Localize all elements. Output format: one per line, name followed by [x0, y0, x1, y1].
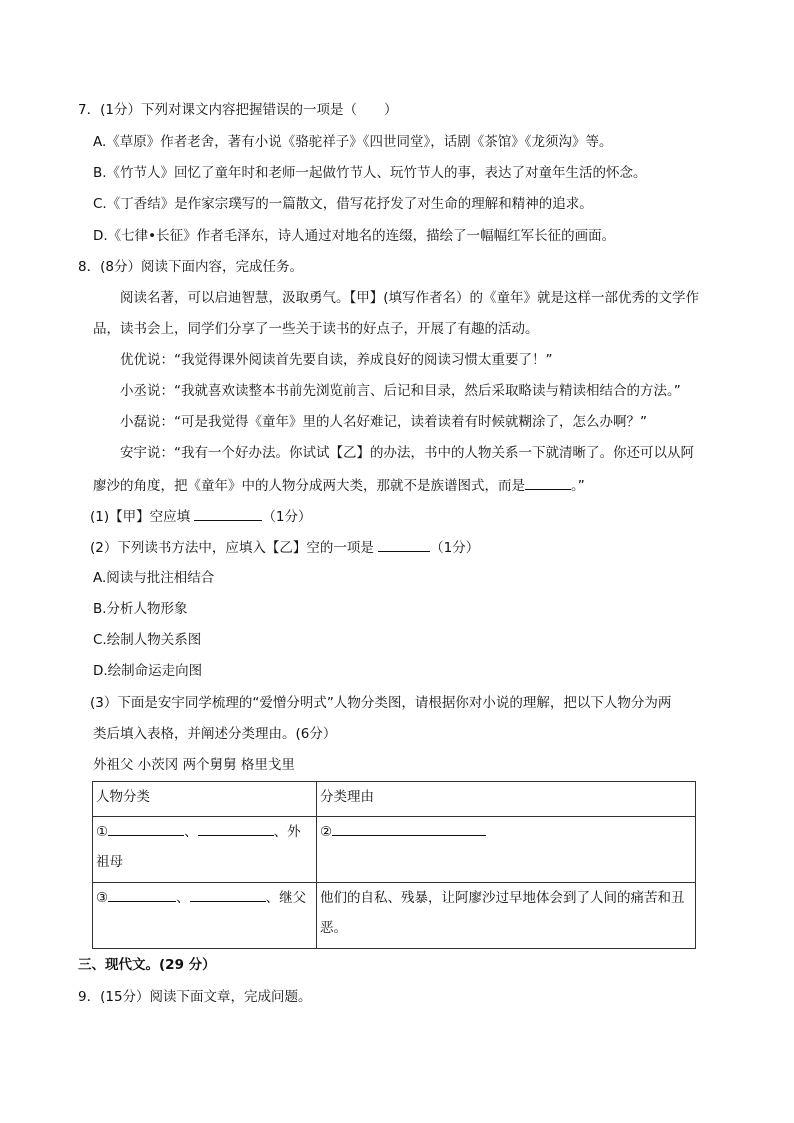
- q8-xiaocheng-says: 小丞说：“我就喜欢读整本书前先浏览前言、后记和目录，然后采取略读与精读相结合的方法。”: [120, 383, 681, 399]
- circle-3: ③: [96, 890, 109, 906]
- q8-option-a: A.阅读与批注相结合: [93, 570, 215, 586]
- anyu-text: 廖沙的角度，把《童年》中的人物分成两大类，那就不是族谱图式，而是: [93, 478, 525, 494]
- answer-blank[interactable]: [332, 822, 486, 836]
- circle-1: ①: [96, 824, 109, 840]
- q7-stem: 7．(1分）下列对课文内容把握错误的一项是（ ）: [78, 102, 398, 118]
- q8-xiaolei-says: 小磊说：“可是我觉得《童年》里的人名好难记，读着读着有时候就糊涂了，怎么办啊？”: [120, 414, 647, 430]
- row1-line-2: 祖母: [96, 854, 123, 870]
- q8-passage-line-2: 品，读书会上，同学们分享了一些关于读书的好点子，开展了有趣的活动。: [93, 321, 539, 337]
- answer-blank[interactable]: [198, 822, 274, 836]
- separator: 、: [176, 890, 190, 906]
- classification-table: [92, 781, 696, 949]
- q8-sub2: [90, 538, 479, 557]
- anyu-text-end: 。”: [571, 478, 585, 494]
- sub1-score: （1分）: [262, 509, 312, 525]
- sub1-text: (1)【甲】空应填: [90, 509, 195, 525]
- row2-category: [93, 883, 317, 949]
- answer-blank[interactable]: [108, 822, 184, 836]
- answer-blank[interactable]: [378, 538, 430, 552]
- row1-category: [93, 817, 317, 883]
- row2-reason-line-2: 恶。: [320, 920, 347, 936]
- row2-tail: 、继父: [265, 890, 307, 906]
- q8-sub3-line-2: 类后填入表格，并阐述分类理由。(6分）: [93, 726, 337, 742]
- header-category: 人物分类: [93, 782, 317, 817]
- answer-blank[interactable]: [190, 888, 266, 902]
- sub2-score: （1分）: [430, 540, 480, 556]
- q7-option-a: A.《草原》作者老舍，著有小说《骆驼祥子》《四世同堂》，话剧《茶馆》《龙须沟》等。: [93, 134, 613, 150]
- q8-anyu-says-line-2: [93, 476, 585, 495]
- q8-sub1: [90, 507, 312, 526]
- header-reason: 分类理由: [317, 782, 696, 817]
- q8-option-d: D.绘制命运走向图: [93, 663, 203, 679]
- separator: 、: [184, 824, 198, 840]
- circle-2: ②: [320, 824, 333, 840]
- q9-stem: 9．(15分）阅读下面文章，完成问题。: [78, 989, 312, 1005]
- q7-option-b: B.《竹节人》回忆了童年时和老师一起做竹节人、玩竹节人的事，表达了对童年生活的怀念。: [93, 165, 647, 181]
- q8-youyou-says: 优优说：“我觉得课外阅读首先要自读，养成良好的阅读习惯太重要了！”: [120, 352, 553, 368]
- q8-stem: 8．(8分）阅读下面内容，完成任务。: [78, 259, 303, 275]
- q8-passage-line-1: 阅读名著，可以启迪智慧，汲取勇气。【甲】(填写作者名）的《童年》就是这样一部优秀的文学作: [120, 290, 700, 306]
- answer-blank[interactable]: [108, 888, 176, 902]
- q8-option-c: C.绘制人物关系图: [93, 632, 202, 648]
- q8-option-b: B.分析人物形象: [93, 601, 188, 617]
- row2-reason-line-1: 他们的自私、残暴，让阿廖沙过早地体会到了人间的痛苦和丑: [320, 890, 685, 906]
- q8-anyu-says-line-1: 安宇说：“我有一个好办法。你试试【乙】的办法，书中的人物关系一下就清晰了。你还可以从阿: [120, 445, 694, 461]
- row2-reason: [317, 883, 696, 949]
- row1-tail: 、外: [273, 824, 301, 840]
- section-3-heading: 三、现代文。(29 分）: [78, 957, 216, 973]
- answer-blank[interactable]: [525, 476, 571, 490]
- answer-blank[interactable]: [194, 507, 262, 521]
- q8-sub3-line-1: (3）下面是安宇同学梳理的“爱憎分明式”人物分类图，请根据你对小说的理解，把以下人物分为两: [90, 695, 672, 711]
- q7-option-c: C.《丁香结》是作家宗璞写的一篇散文，借写花抒发了对生命的理解和精神的追求。: [93, 196, 593, 212]
- row1-reason: [317, 817, 696, 883]
- sub2-text: (2）下列读书方法中，应填入【乙】空的一项是: [90, 540, 379, 556]
- character-names: 外祖父 小茨冈 两个舅舅 格里戈里: [93, 757, 295, 773]
- q7-option-d: D.《七律•长征》作者毛泽东，诗人通过对地名的连缀，描绘了一幅幅红军长征的画面。: [93, 228, 616, 244]
